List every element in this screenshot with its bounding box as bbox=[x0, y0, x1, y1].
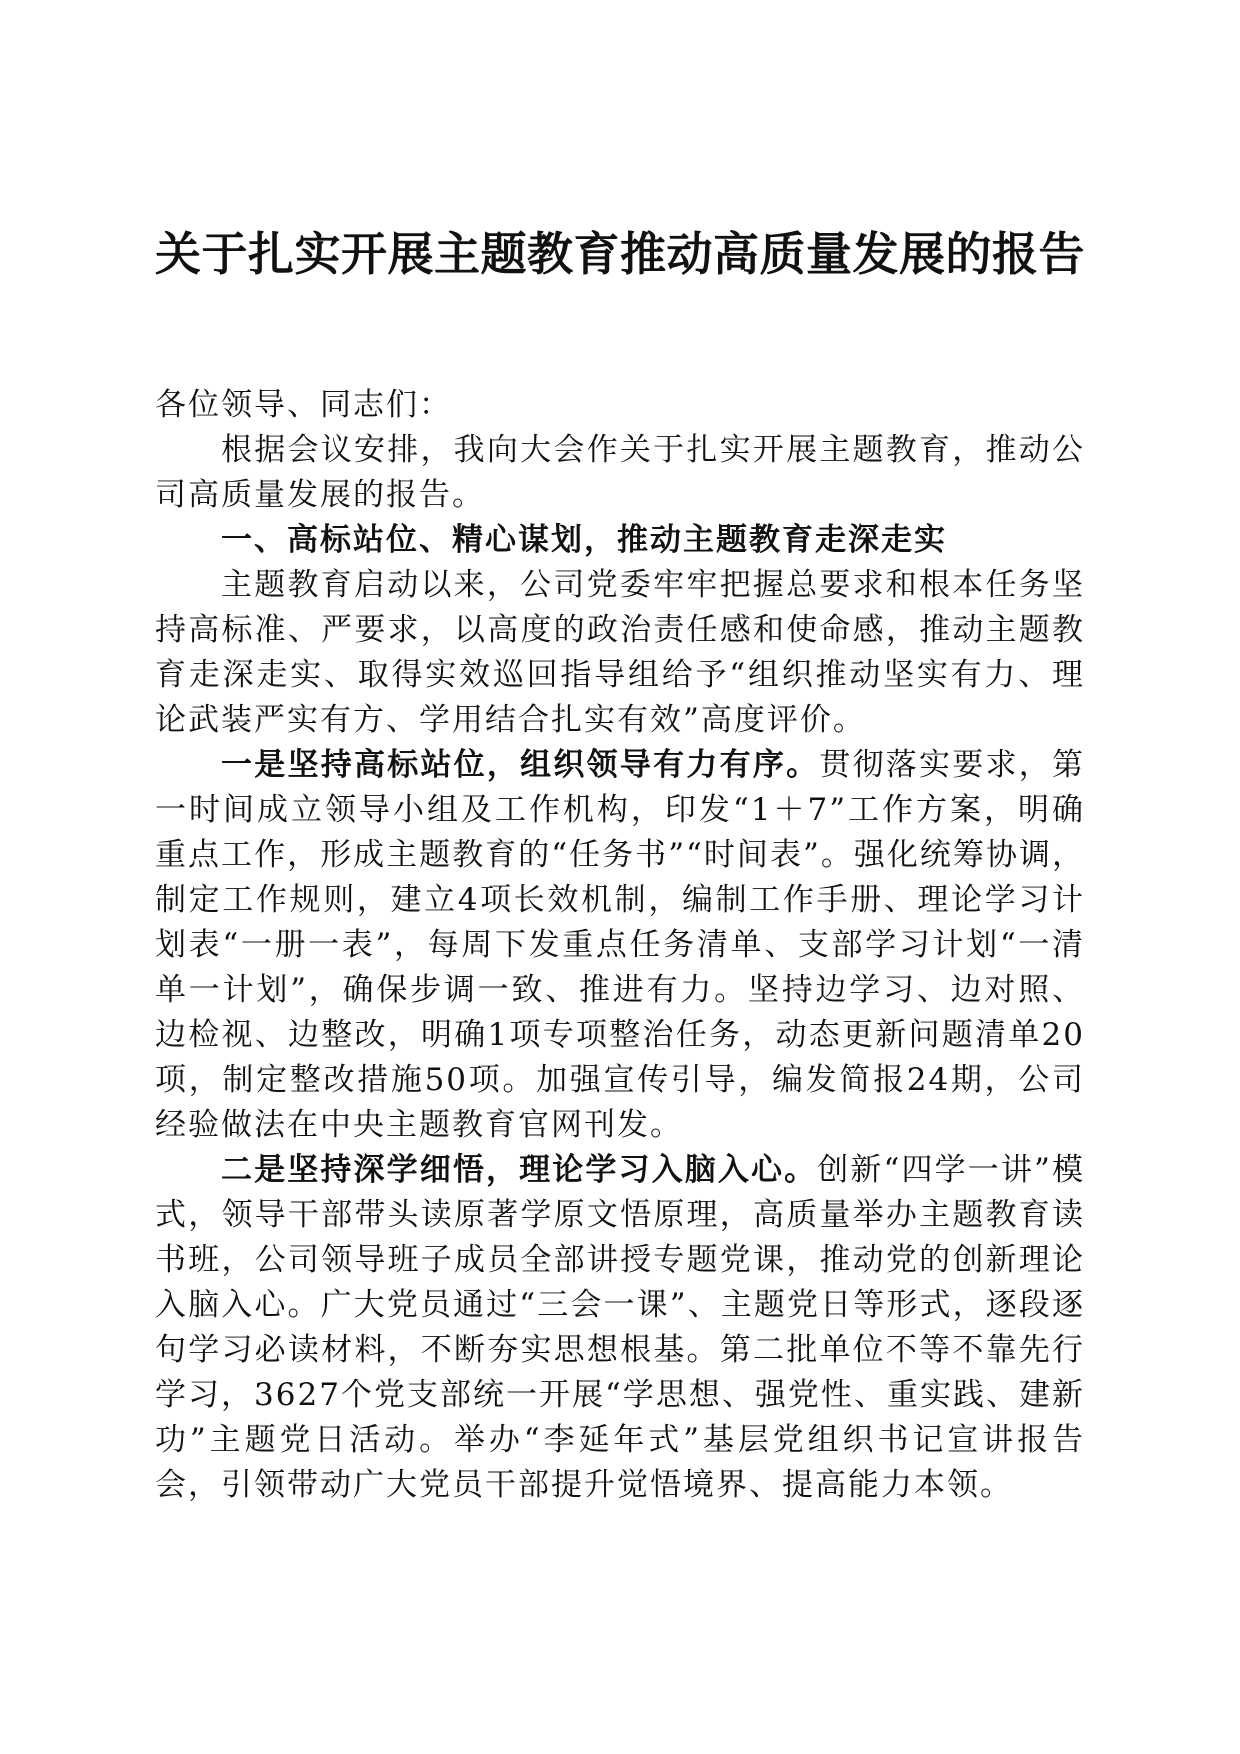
salutation: 各位领导、同志们： bbox=[155, 387, 452, 423]
section-1-paragraph: 主题教育启动以来，公司党委牢牢把握总要求和根本任务坚持高标准、严要求，以高度的政治责任感和使命感，推动主题教育走深走实、取得实效巡回指导组给予“组织推动坚实有力、理论武装严实有方、学用结合扎实有效”高度评价。 bbox=[155, 567, 1085, 738]
point-2-lead: 二是坚持深学细悟，理论学习入脑入心。 bbox=[221, 1152, 818, 1188]
intro-paragraph: 根据会议安排，我向大会作关于扎实开展主题教育，推动公司高质量发展的报告。 bbox=[155, 432, 1085, 513]
point-2-body: 创新“四学一讲”模式，领导干部带头读原著学原文悟原理，高质量举办主题教育读书班，公司领导班子成员全部讲授专题党课，推动党的创新理论入脑入心。广大党员通过“三会一课”、主题党日等形式，逐段逐句学习必读材料，不断夯实思想根基。第二批单位不等不靠先行学习，3627个党支部统一开展“学思想、强党性、重实践、建新功”主题党日活动。举办“李延年式”基层党组织书记宣讲报告会，引领带动广大党员干部提升觉悟境界、提高能力本领。 bbox=[155, 1152, 1085, 1503]
point-2-paragraph bbox=[155, 1148, 1085, 1508]
point-1-paragraph bbox=[155, 743, 1085, 1148]
document-body bbox=[155, 383, 1085, 1508]
document-title: 关于扎实开展主题教育推动高质量发展的报告 bbox=[155, 227, 1085, 281]
section-heading-1: 一、高标站位、精心谋划，推动主题教育走深走实 bbox=[221, 522, 947, 558]
document-page bbox=[155, 0, 1085, 1754]
point-1-body: 贯彻落实要求，第一时间成立领导小组及工作机构，印发“1＋7”工作方案，明确重点工作，形成主题教育的“任务书”“时间表”。强化统筹协调，制定工作规则，建立4项长效机制，编制工作手册、理论学习计划表“一册一表”，每周下发重点任务清单、支部学习计划“一清单一计划”，确保步调一致、推进有力。坚持边学习、边对照、边检视、边整改，明确1项专项整治任务，动态更新问题清单20项，制定整改措施50项。加强宣传引导，编发简报24期，公司经验做法在中央主题教育官网刊发。 bbox=[155, 747, 1086, 1143]
point-1-lead: 一是坚持高标站位，组织领导有力有序。 bbox=[221, 747, 820, 783]
